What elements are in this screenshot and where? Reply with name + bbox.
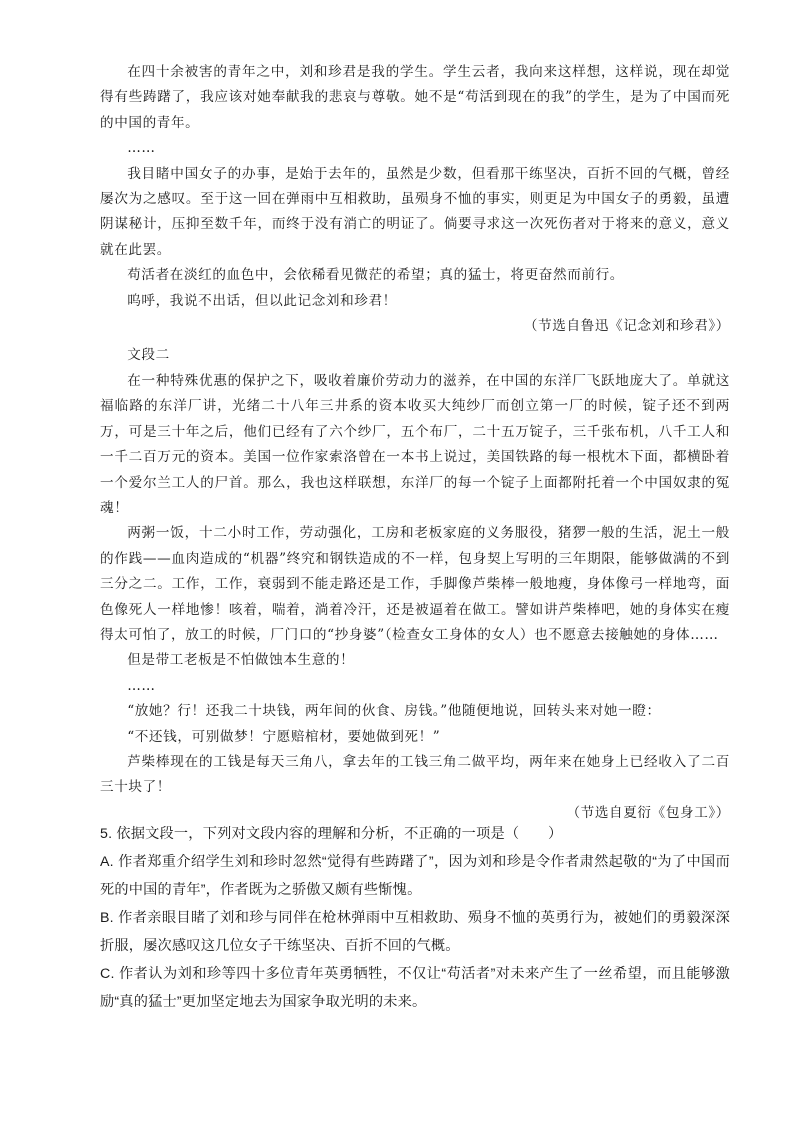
passage1-paragraph-4: 呜呼，我说不出话，但以此记念刘和珍君！ [127, 292, 397, 309]
passage1-source: （节选自鲁迅《记念刘和珍君》） [523, 318, 730, 335]
question-5-block [100, 820, 730, 1016]
passage1-paragraph-1: 在四十余被害的青年之中，刘和珍君是我的学生。学生云者，我向来这样想，这样说，现在却觉得有些踌躇了，我应该对她奉献我的悲哀与尊敬。她不是“苟活到现在的我”的学生，是为了中国而死的中国的青年。 [100, 64, 730, 131]
reading-passages [100, 60, 730, 826]
question-5-option-c: C. 作者认为刘和珍等四十多位青年英勇牺牲，不仅让“苟活者”对未来产生了一丝希望，而且能够激励“真的猛士”更加坚定地去为国家争取光明的未来。 [100, 966, 730, 1010]
question-5-option-b: B. 作者亲眼目睹了刘和珍与同伴在枪林弹雨中互相救助、殒身不恤的英勇行为，被她们的勇毅深深折服，屡次感叹这几位女子干练坚决、百折不回的气概。 [100, 910, 730, 954]
passage2-paragraph-6: 芦柴棒现在的工钱是每天三角八，拿去年的工钱三角二做平均，两年来在她身上已经收入了二百三十块了！ [100, 753, 730, 796]
passage1-ellipsis: …… [127, 140, 156, 157]
passage2-paragraph-1: 在一种特殊优惠的保护之下，吸收着廉价劳动力的滋养，在中国的东洋厂飞跃地庞大了。单就这福临路的东洋厂讲，光绪二十八年三井系的资本收买大纯纱厂而创立第一厂的时候，锭子还不到两万，可是三十年之后，他们已经有了六个纱厂，五个布厂，二十五万锭子，三千张布机，八千工人和一千二百万元的资本。美国一位作家索洛曾在一本书上说过，美国铁路的每一根枕木下面，都横卧着一个爱尔兰工人的尸首。那么，我也这样联想，东洋厂的每一个锭子上面都附托着一个中国奴隶的冤魂！ [100, 372, 730, 516]
passage2-paragraph-5: “不还钱，可别做梦！宁愿赔棺材，要她做到死！” [127, 728, 441, 745]
passage1-paragraph-3: 苟活者在淡红的血色中，会依稀看见微茫的希望；真的猛士，将更奋然而前行。 [127, 267, 624, 284]
passage2-paragraph-3: 但是带工老板是不怕做蚀本生意的！ [127, 652, 355, 669]
passage2-source: （节选自夏衍《包身工》） [566, 804, 730, 821]
passage2-ellipsis: …… [127, 677, 156, 694]
passage2-heading: 文段二 [127, 347, 170, 364]
passage1-paragraph-2: 我目睹中国女子的办事，是始于去年的，虽然是少数，但看那干练坚决，百折不回的气概，曾经屡次为之感叹。至于这一回在弹雨中互相救助，虽殒身不恤的事实，则更足为中国女子的勇毅，虽遭阴谋秘计，压抑至数千年，而终于没有消亡的明证了。倘要寻求这一次死伤者对于将来的意义，意义就在此罢。 [100, 165, 730, 258]
question-5-stem: 5. 依据文段一，下列对文段内容的理解和分析，不正确的一项是（ ） [100, 826, 563, 842]
question-5-option-a: A. 作者郑重介绍学生刘和珍时忽然“觉得有些踌躇了”，因为刘和珍是令作者肃然起敬的“为了中国而死的中国的青年”，作者既为之骄傲又颇有些惭愧。 [100, 854, 730, 898]
passage2-paragraph-2: 两粥一饭，十二小时工作，劳动强化，工房和老板家庭的义务服役，猪猡一般的生活，泥土一般的作践——血肉造成的“机器”终究和钢铁造成的不一样，包身契上写明的三年期限，能够做满的不到三分之二。工作，工作，衰弱到不能走路还是工作，手脚像芦柴棒一般地瘦，身体像弓一样地弯，面色像死人一样地惨！咳着，喘着，淌着冷汗，还是被逼着在做工。譬如讲芦柴棒吧，她的身体实在瘦得太可怕了，放工的时候，厂门口的“抄身婆”（检查女工身体的女人）也不愿意去接触她的身体…… [100, 525, 730, 643]
passage2-paragraph-4: “放她？行！还我二十块钱，两年间的伙食、房钱。”他随便地说，回转头来对她一瞪： [127, 703, 661, 720]
